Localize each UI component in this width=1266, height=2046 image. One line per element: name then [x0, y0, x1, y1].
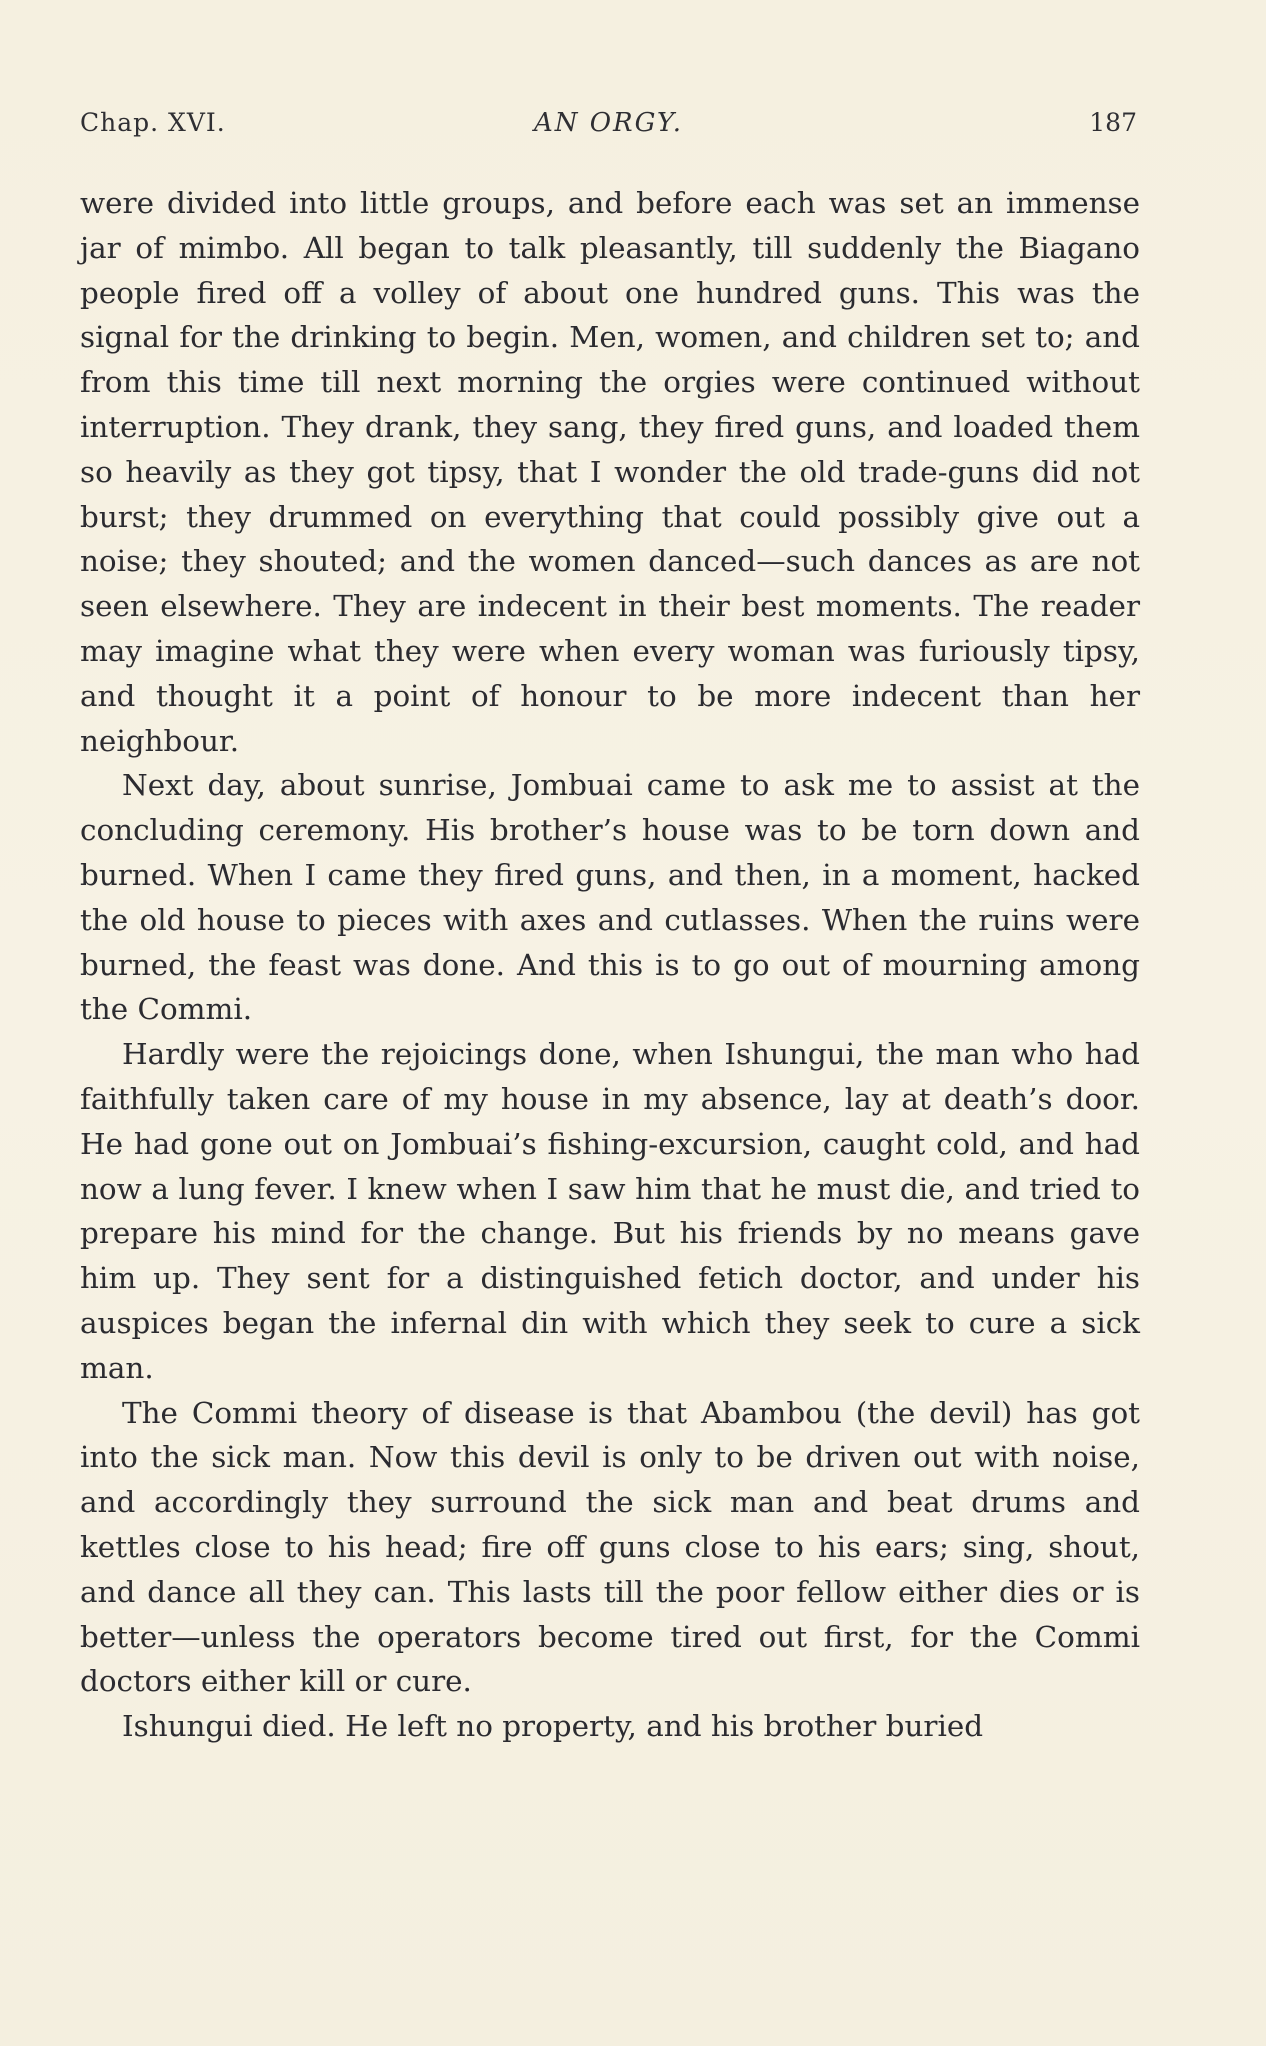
page-number: 187 [1089, 108, 1137, 137]
paragraph-continued: were divided into little groups, and before each was set an immense jar of mimbo. All began to talk pleasantly, till suddenly the Biagano people fired off a volley of about one hundred guns. This was the signal for the drinking to begin. Men, women, and children set to; and from this time till next morning the orgies were continued without interruption. They drank, they sang, they fired guns, and loaded them so heavily as they got tipsy, that I wonder the old trade-guns did not burst; they drummed on everything that could possibly give out a noise; they shouted; and the women danced—such dances as are not seen elsewhere. They are indecent in their best moments. The reader may imagine what they were when every woman was furiously tipsy, and thought it a point of honour to be more indecent than her neighbour. [80, 186, 1140, 758]
chapter-label: Chap. XVI. [80, 108, 226, 137]
running-head [80, 108, 1137, 148]
paragraph: Next day, about sunrise, Jombuai came to ask me to assist at the concluding ceremony. His brother’s house was to be torn down and burned. When I came they fired guns, and then, in a moment, hacked the old house to pieces with axes and cutlasses. When the ruins were burned, the feast was done. And this is to go out of mourning among the Commi. [80, 768, 1140, 1027]
paragraph: Hardly were the rejoicings done, when Ishungui, the man who had faithfully taken care of my house in my absence, lay at death’s door. He had gone out on Jombuai’s fishing-excursion, caught cold, and had now a lung fever. I knew when I saw him that he must die, and tried to prepare his mind for the change. But his friends by no means gave him up. They sent for a distinguished fetich doctor, and under his auspices began the infernal din with which they seek to cure a sick man. [80, 1037, 1140, 1385]
paragraph: Ishungui died. He left no property, and his brother buried [122, 1709, 984, 1744]
running-title: AN ORGY. [533, 108, 684, 138]
body-text [80, 181, 1140, 1749]
paragraph: The Commi theory of disease is that Abambou (the devil) has got into the sick man. Now this devil is only to be driven out with noise, and accordingly they surround the sick man and beat drums and kettles close to his head; fire off guns close to his ears; sing, shout, and dance all they can. This lasts till the poor fellow either dies or is better—unless the operators become tired out first, for the Commi doctors either kill or cure. [80, 1395, 1140, 1699]
